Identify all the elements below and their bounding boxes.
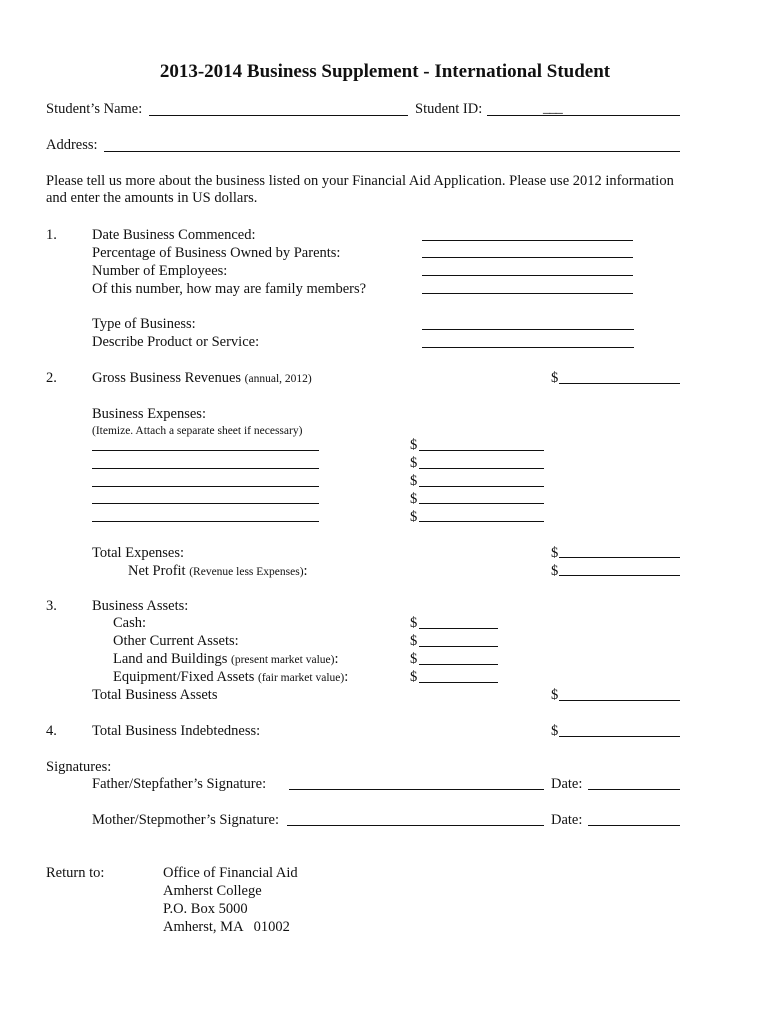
indebtedness-label: Total Business Indebtedness: <box>92 723 261 739</box>
return-address-line-3: P.O. Box 5000 <box>163 901 248 917</box>
family-members-field[interactable] <box>422 293 633 294</box>
page-title: 2013-2014 Business Supplement - International Student <box>159 61 611 82</box>
expense-1-dollar: $ <box>410 437 418 453</box>
expense-3-dollar: $ <box>410 473 418 489</box>
intro-text-line-1: Please tell us more about the business listed on your Financial Aid Application. Please use 2012 information <box>46 173 674 189</box>
other-current-assets-field[interactable] <box>419 646 498 647</box>
other-current-assets-label: Other Current Assets: <box>113 633 239 649</box>
father-signature-label: Father/Stepfather’s Signature: <box>92 776 267 792</box>
total-business-assets-label: Total Business Assets <box>92 687 218 703</box>
net-profit-label <box>128 562 308 581</box>
mother-date-label: Date: <box>551 812 583 828</box>
net-profit-text: Net Profit <box>128 563 186 579</box>
return-address-line-1: Office of Financial Aid <box>163 865 298 881</box>
expenses-note: (Itemize. Attach a separate sheet if necessary) <box>92 425 303 437</box>
expense-2-dollar: $ <box>410 455 418 471</box>
indebtedness-field[interactable] <box>559 736 680 737</box>
gross-revenues-text: Gross Business Revenues <box>92 370 242 386</box>
expense-amount-5-field[interactable] <box>419 521 544 522</box>
land-buildings-note: (present market value) <box>231 654 335 666</box>
date-commenced-field[interactable] <box>422 240 633 241</box>
total-expenses-field[interactable] <box>559 557 680 558</box>
mother-signature-label: Mother/Stepmother’s Signature: <box>92 812 279 828</box>
section-2-number: 2. <box>46 370 57 386</box>
return-address-line-4: Amherst, MA 01002 <box>163 919 290 935</box>
father-signature-field[interactable] <box>289 789 544 790</box>
return-address-line-2: Amherst College <box>163 883 262 899</box>
num-employees-label: Number of Employees: <box>92 263 228 279</box>
total-expenses-dollar: $ <box>551 545 559 561</box>
indebtedness-dollar: $ <box>551 723 559 739</box>
pct-owned-field[interactable] <box>422 257 633 258</box>
section-3-number: 3. <box>46 598 57 614</box>
intro-text-line-2: and enter the amounts in US dollars. <box>46 190 258 206</box>
cash-field[interactable] <box>419 628 498 629</box>
net-profit-note: (Revenue less Expenses) <box>189 566 304 578</box>
expense-item-4-field[interactable] <box>92 503 319 504</box>
product-service-field[interactable] <box>422 347 634 348</box>
pct-owned-label: Percentage of Business Owned by Parents: <box>92 245 341 261</box>
business-assets-heading: Business Assets: <box>92 598 189 614</box>
equipment-label <box>113 668 348 687</box>
gross-revenues-label <box>92 369 312 388</box>
cash-label: Cash: <box>113 615 147 631</box>
equipment-field[interactable] <box>419 682 498 683</box>
expenses-heading: Business Expenses: <box>92 406 206 422</box>
student-id-label: Student ID: <box>415 101 483 117</box>
gross-revenues-field[interactable] <box>559 383 680 384</box>
land-buildings-field[interactable] <box>419 664 498 665</box>
total-business-assets-field[interactable] <box>559 700 680 701</box>
land-buildings-colon: : <box>334 651 339 667</box>
type-of-business-field[interactable] <box>422 329 634 330</box>
father-date-field[interactable] <box>588 789 680 790</box>
expense-item-5-field[interactable] <box>92 521 319 522</box>
equipment-text: Equipment/Fixed Assets <box>113 669 255 685</box>
section-1-number: 1. <box>46 227 57 243</box>
equipment-dollar: $ <box>410 669 418 685</box>
expense-4-dollar: $ <box>410 491 418 507</box>
gross-revenues-dollar: $ <box>551 370 559 386</box>
type-of-business-label: Type of Business: <box>92 316 196 332</box>
other-current-assets-dollar: $ <box>410 633 418 649</box>
product-service-label: Describe Product or Service: <box>92 334 260 350</box>
expense-amount-2-field[interactable] <box>419 468 544 469</box>
address-label: Address: <box>46 137 98 153</box>
expense-amount-4-field[interactable] <box>419 503 544 504</box>
expense-amount-1-field[interactable] <box>419 450 544 451</box>
land-buildings-dollar: $ <box>410 651 418 667</box>
cash-dollar: $ <box>410 615 418 631</box>
num-employees-field[interactable] <box>422 275 633 276</box>
net-profit-dollar: $ <box>551 563 559 579</box>
date-commenced-label: Date Business Commenced: <box>92 227 256 243</box>
return-to-label: Return to: <box>46 865 105 881</box>
family-members-label: Of this number, how may are family members? <box>92 281 367 297</box>
student-id-mark: ___ <box>543 100 562 116</box>
expense-item-2-field[interactable] <box>92 468 319 469</box>
expense-item-3-field[interactable] <box>92 486 319 487</box>
land-buildings-label <box>113 650 339 669</box>
total-expenses-label: Total Expenses: <box>92 545 185 561</box>
address-field[interactable] <box>104 151 680 152</box>
student-id-field[interactable] <box>487 115 680 116</box>
equipment-note: (fair market value) <box>258 672 345 684</box>
father-date-label: Date: <box>551 776 583 792</box>
student-name-label: Student’s Name: <box>46 101 143 117</box>
student-name-field[interactable] <box>149 115 408 116</box>
signatures-heading: Signatures: <box>46 759 112 775</box>
land-buildings-text: Land and Buildings <box>113 651 228 667</box>
gross-revenues-note: (annual, 2012) <box>244 373 312 385</box>
expense-item-1-field[interactable] <box>92 450 319 451</box>
expense-amount-3-field[interactable] <box>419 486 544 487</box>
net-profit-field[interactable] <box>559 575 680 576</box>
equipment-colon: : <box>344 669 349 685</box>
net-profit-colon: : <box>303 563 308 579</box>
total-business-assets-dollar: $ <box>551 687 559 703</box>
mother-date-field[interactable] <box>588 825 680 826</box>
mother-signature-field[interactable] <box>287 825 544 826</box>
section-4-number: 4. <box>46 723 57 739</box>
expense-5-dollar: $ <box>410 509 418 525</box>
